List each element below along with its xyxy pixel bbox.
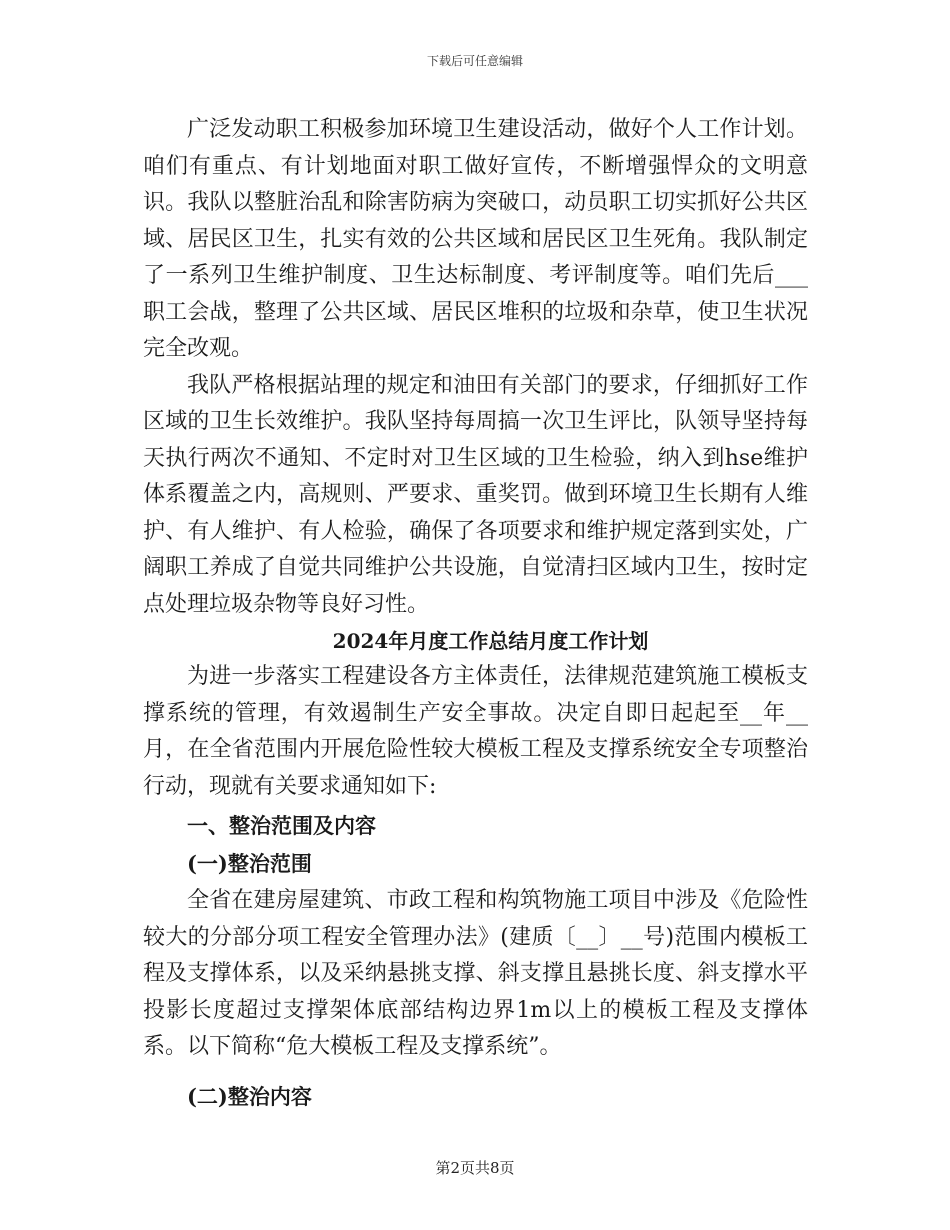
- subsection-heading-1: (一)整治范围: [187, 851, 312, 876]
- paragraph-2: 我队严格根据站理的规定和油田有关部门的要求，仔细抓好工作区域的卫生长效维护。我队坚持每周搞一次卫生评比，队领导坚持每天执行两次不通知、不定时对卫生区域的卫生检验，纳入到hse维护体系覆盖之内，高规则、严要求、重奖罚。做到环境卫生长期有人维护、有人维护、有人检验，确保了各项要求和维护规定落到实处，广阔职工养成了自觉共同维护公共设施，自觉清扫区域内卫生，按时定点处理垃圾杂物等良好习性。: [143, 372, 808, 617]
- page-header: 下载后可任意编辑: [426, 54, 523, 68]
- page-footer: 第2页共8页: [435, 1159, 515, 1177]
- paragraph-4: 全省在建房屋建筑、市政工程和构筑物施工项目中涉及《危险性较大的分部分项工程安全管理办法》(建质〔__〕__号)范围内模板工程及支撑体系，以及采纳悬挑支撑、斜支撑且悬挑长度、斜支撑水平投影长度超过支撑架体底部结构边界1m以上的模板工程及支撑体系。以下简称“危大模板工程及支撑系统”。: [143, 888, 808, 1059]
- paragraph-3: 为进一步落实工程建设各方主体责任，法律规范建筑施工模板支撑系统的管理，有效遏制生产安全事故。决定自即日起起至__年__月，在全省范围内开展危险性较大模板工程及支撑系统安全专项整治行动，现就有关要求通知如下:: [143, 664, 808, 799]
- subsection-heading-2: (二)整治内容: [187, 1083, 312, 1109]
- paragraph-1: 广泛发动职工积极参加环境卫生建设活动，做好个人工作计划。咱们有重点、有计划地面对职工做好宣传，不断增强悍众的文明意识。我队以整脏治乱和除害防病为突破口，动员职工切实抓好公共区域、居民区卫生，扎实有效的公共区域和居民区卫生死角。我队制定了一系列卫生维护制度、卫生达标制度、考评制度等。咱们先后___职工会战，整理了公共区域、居民区堆积的垃圾和杂草，使卫生状况完全改观。: [143, 117, 808, 361]
- section-heading-1: 一、整治范围及内容: [187, 813, 376, 838]
- document-body: [143, 112, 808, 1116]
- document-title: 2024年月度工作总结月度工作计划: [332, 629, 649, 653]
